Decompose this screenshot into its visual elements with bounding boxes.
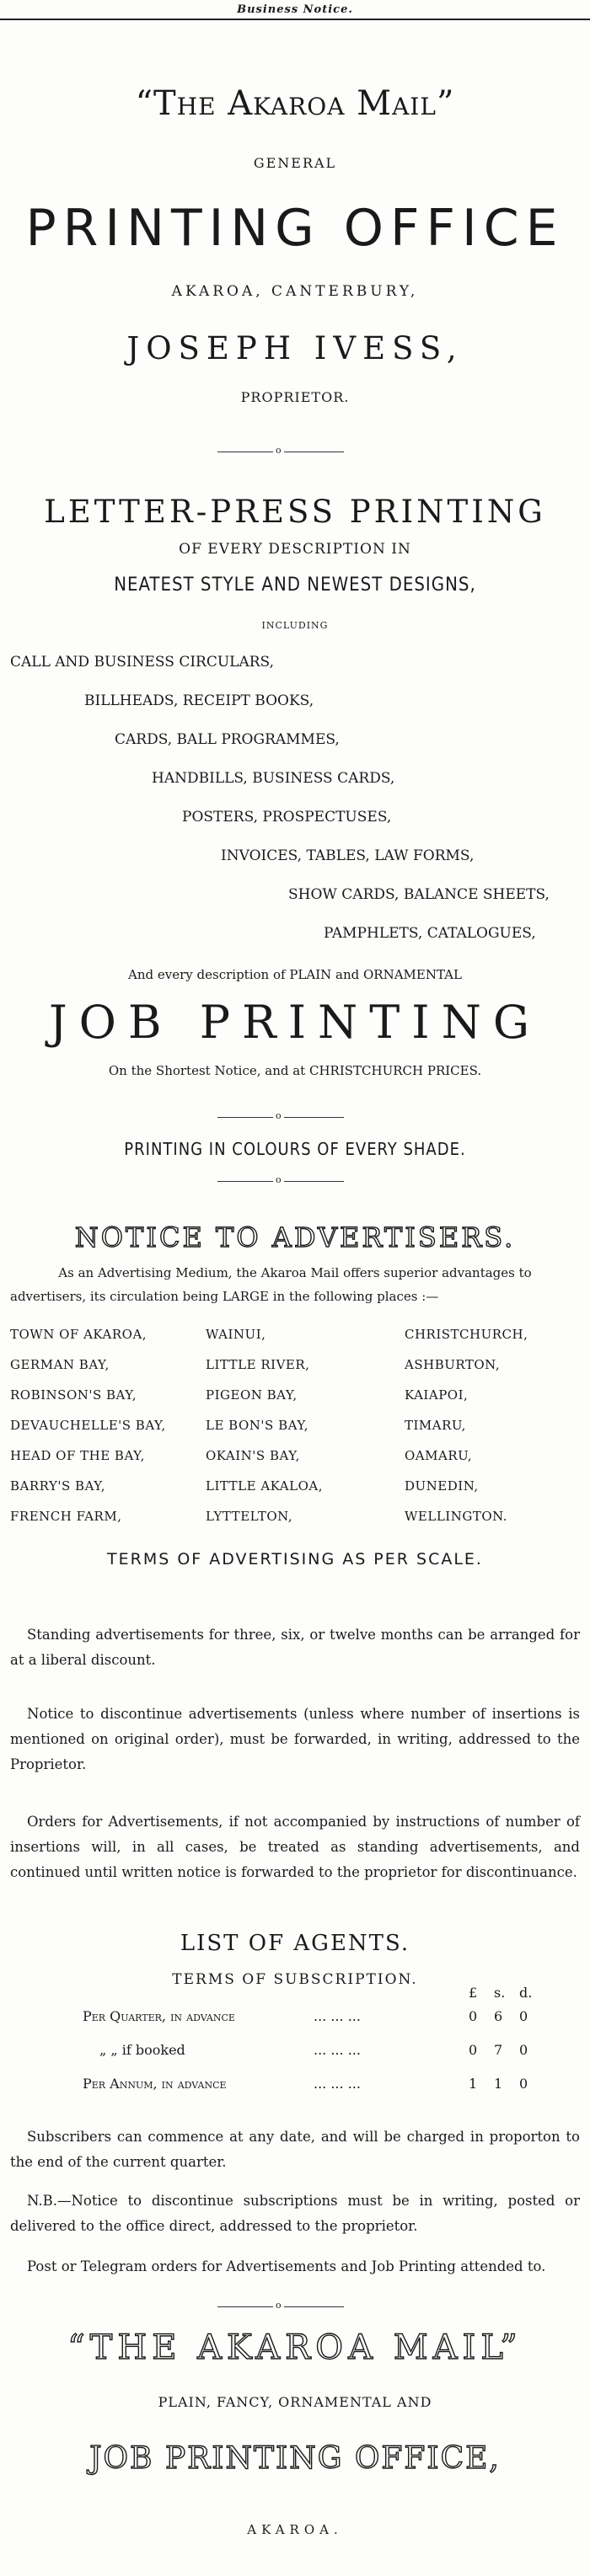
town-name: PIGEON BAY, xyxy=(206,1387,298,1403)
list-item: HANDBILLS, BUSINESS CARDS, xyxy=(152,770,395,787)
separator-glyph: o xyxy=(273,2300,284,2311)
price-shillings: 7 xyxy=(494,2042,503,2058)
page-header xyxy=(0,0,590,22)
list-item: CARDS, BALL PROGRAMMES, xyxy=(115,731,340,748)
currency-shillings: s. xyxy=(494,1985,506,2001)
price-pounds: 0 xyxy=(469,2008,478,2024)
advertising-terms: TERMS OF ADVERTISING AS PER SCALE. xyxy=(107,1550,483,1569)
town-name: LITTLE RIVER, xyxy=(206,1357,310,1372)
town-name: OKAIN'S BAY, xyxy=(206,1448,300,1463)
town-name: BARRY'S BAY, xyxy=(10,1478,106,1494)
letterpress-style: NEATEST STYLE AND NEWEST DESIGNS, xyxy=(114,575,476,596)
advertisers-heading-text: NOTICE TO ADVERTISERS. xyxy=(74,1221,516,1253)
job-printing-heading: JOB PRINTING xyxy=(48,996,542,1049)
advertisers-para-3: Orders for Advertisements, if not accompanied by instructions of number of insertions will, in all cases, be treated as standing advertisements, and continued until written notice is forwarded to the proprietor for discontinuance. xyxy=(10,1814,580,1880)
separator xyxy=(217,1110,344,1121)
town-name: ROBINSON'S BAY, xyxy=(10,1387,137,1403)
subscription-dots: ... ... ... xyxy=(314,2042,361,2058)
subscription-label: „ „ if booked xyxy=(99,2042,185,2058)
town-name: ASHBURTON, xyxy=(405,1357,501,1372)
colours-line: PRINTING IN COLOURS OF EVERY SHADE. xyxy=(124,1139,466,1159)
price-pounds: 0 xyxy=(469,2042,478,2058)
separator-glyph: o xyxy=(273,445,284,456)
advertisers-para-1: Standing advertisements for three, six, or twelve months can be arranged for at a liberal discount. xyxy=(10,1627,580,1668)
masthead-proprietor-name: JOSEPH IVESS, xyxy=(126,330,464,366)
masthead-printing-office: PRINTING OFFICE xyxy=(25,199,565,258)
masthead-title: “The Akaroa Mail” xyxy=(135,84,455,123)
nb-para: N.B.—Notice to discontinue subscriptions must be in writing, posted or delivered to the office direct, addressed to the proprietor. xyxy=(10,2193,580,2234)
town-name: GERMAN BAY, xyxy=(10,1357,110,1372)
subscribers-para: Subscribers can commence at any date, and will be charged in proporton to the end of the current quarter. xyxy=(10,2129,580,2170)
shortest-notice-line: On the Shortest Notice, and at CHRISTCHURCH PRICES. xyxy=(108,1063,482,1078)
separator xyxy=(217,2300,344,2311)
separator-glyph: o xyxy=(273,1174,284,1185)
agents-heading: LIST OF AGENTS. xyxy=(180,1931,410,1956)
masthead-proprietor-title: PROPRIETOR. xyxy=(240,389,350,405)
plain-ornamental-line: And every description of PLAIN and ORNAMENTAL xyxy=(128,967,462,982)
town-name: KAIAPOI, xyxy=(405,1387,469,1403)
footer-town: AKAROA. xyxy=(247,2522,343,2537)
currency-pounds: £ xyxy=(469,1985,478,2001)
letterpress-including: INCLUDING xyxy=(261,620,329,631)
advertisers-intro-1: As an Advertising Medium, the Akaroa Mail offers superior advantages to xyxy=(58,1265,532,1280)
price-shillings: 6 xyxy=(494,2008,503,2024)
price-shillings: 1 xyxy=(494,2076,503,2092)
town-name: HEAD OF THE BAY, xyxy=(10,1448,145,1463)
currency-pence: d. xyxy=(519,1985,533,2001)
town-name: TOWN OF AKAROA, xyxy=(10,1327,148,1342)
town-name: DEVAUCHELLE'S BAY, xyxy=(10,1418,166,1433)
masthead-general: GENERAL xyxy=(253,155,337,171)
list-item: BILLHEADS, RECEIPT BOOKS, xyxy=(84,692,314,709)
letterpress-heading: LETTER-PRESS PRINTING xyxy=(44,494,546,530)
subscription-heading: TERMS OF SUBSCRIPTION. xyxy=(172,1971,418,1988)
price-pounds: 1 xyxy=(469,2076,478,2092)
footer-plain-fancy: PLAIN, FANCY, ORNAMENTAL AND xyxy=(158,2394,432,2410)
subscription-dots: ... ... ... xyxy=(314,2076,361,2092)
subscription-label: Per Quarter, in advance xyxy=(83,2008,235,2024)
town-name: FRENCH FARM, xyxy=(10,1509,122,1524)
town-name: LYTTELTON, xyxy=(206,1509,293,1524)
town-name: TIMARU, xyxy=(405,1418,466,1433)
town-name: OAMARU, xyxy=(405,1448,473,1463)
town-name: WELLINGTON. xyxy=(405,1509,508,1524)
advertisers-para-2: Notice to discontinue advertisements (unless where number of insertions is mentioned on original order), must be forwarded, in writing, addressed to the Proprietor. xyxy=(10,1706,580,1772)
list-item: CALL AND BUSINESS CIRCULARS, xyxy=(10,654,274,671)
letterpress-desc: OF EVERY DESCRIPTION IN xyxy=(179,541,411,558)
price-pence: 0 xyxy=(519,2042,528,2058)
separator-glyph: o xyxy=(273,1110,284,1121)
list-item: INVOICES, TABLES, LAW FORMS, xyxy=(221,847,475,864)
town-name: DUNEDIN, xyxy=(405,1478,479,1494)
list-item: PAMPHLETS, CATALOGUES, xyxy=(324,925,536,942)
footer-title-text: “THE AKAROA MAIL” xyxy=(67,2328,523,2367)
price-pence: 0 xyxy=(519,2076,528,2092)
section-title: Business Notice. xyxy=(237,3,353,16)
subscription-label: Per Annum, in advance xyxy=(83,2076,227,2092)
list-item: POSTERS, PROSPECTUSES, xyxy=(182,809,392,826)
advertisers-heading xyxy=(0,1221,590,1253)
price-pence: 0 xyxy=(519,2008,528,2024)
header-rule xyxy=(0,19,590,20)
footer-title xyxy=(0,2328,590,2367)
subscription-dots: ... ... ... xyxy=(314,2008,361,2024)
town-name: WAINUI, xyxy=(206,1327,266,1342)
advertisers-intro-2: advertisers, its circulation being LARGE in the following places :— xyxy=(10,1289,439,1304)
footer-job-office xyxy=(0,2441,590,2476)
footer-job-office-text: JOB PRINTING OFFICE, xyxy=(89,2441,501,2476)
town-name: LE BON'S BAY, xyxy=(206,1418,309,1433)
separator xyxy=(217,1174,344,1185)
orders-para: Post or Telegram orders for Advertisements and Job Printing attended to. xyxy=(27,2258,546,2274)
list-item: SHOW CARDS, BALANCE SHEETS, xyxy=(288,886,550,903)
masthead-location: AKAROA, CANTERBURY, xyxy=(171,283,419,300)
town-name: CHRISTCHURCH, xyxy=(405,1327,528,1342)
town-name: LITTLE AKALOA, xyxy=(206,1478,323,1494)
